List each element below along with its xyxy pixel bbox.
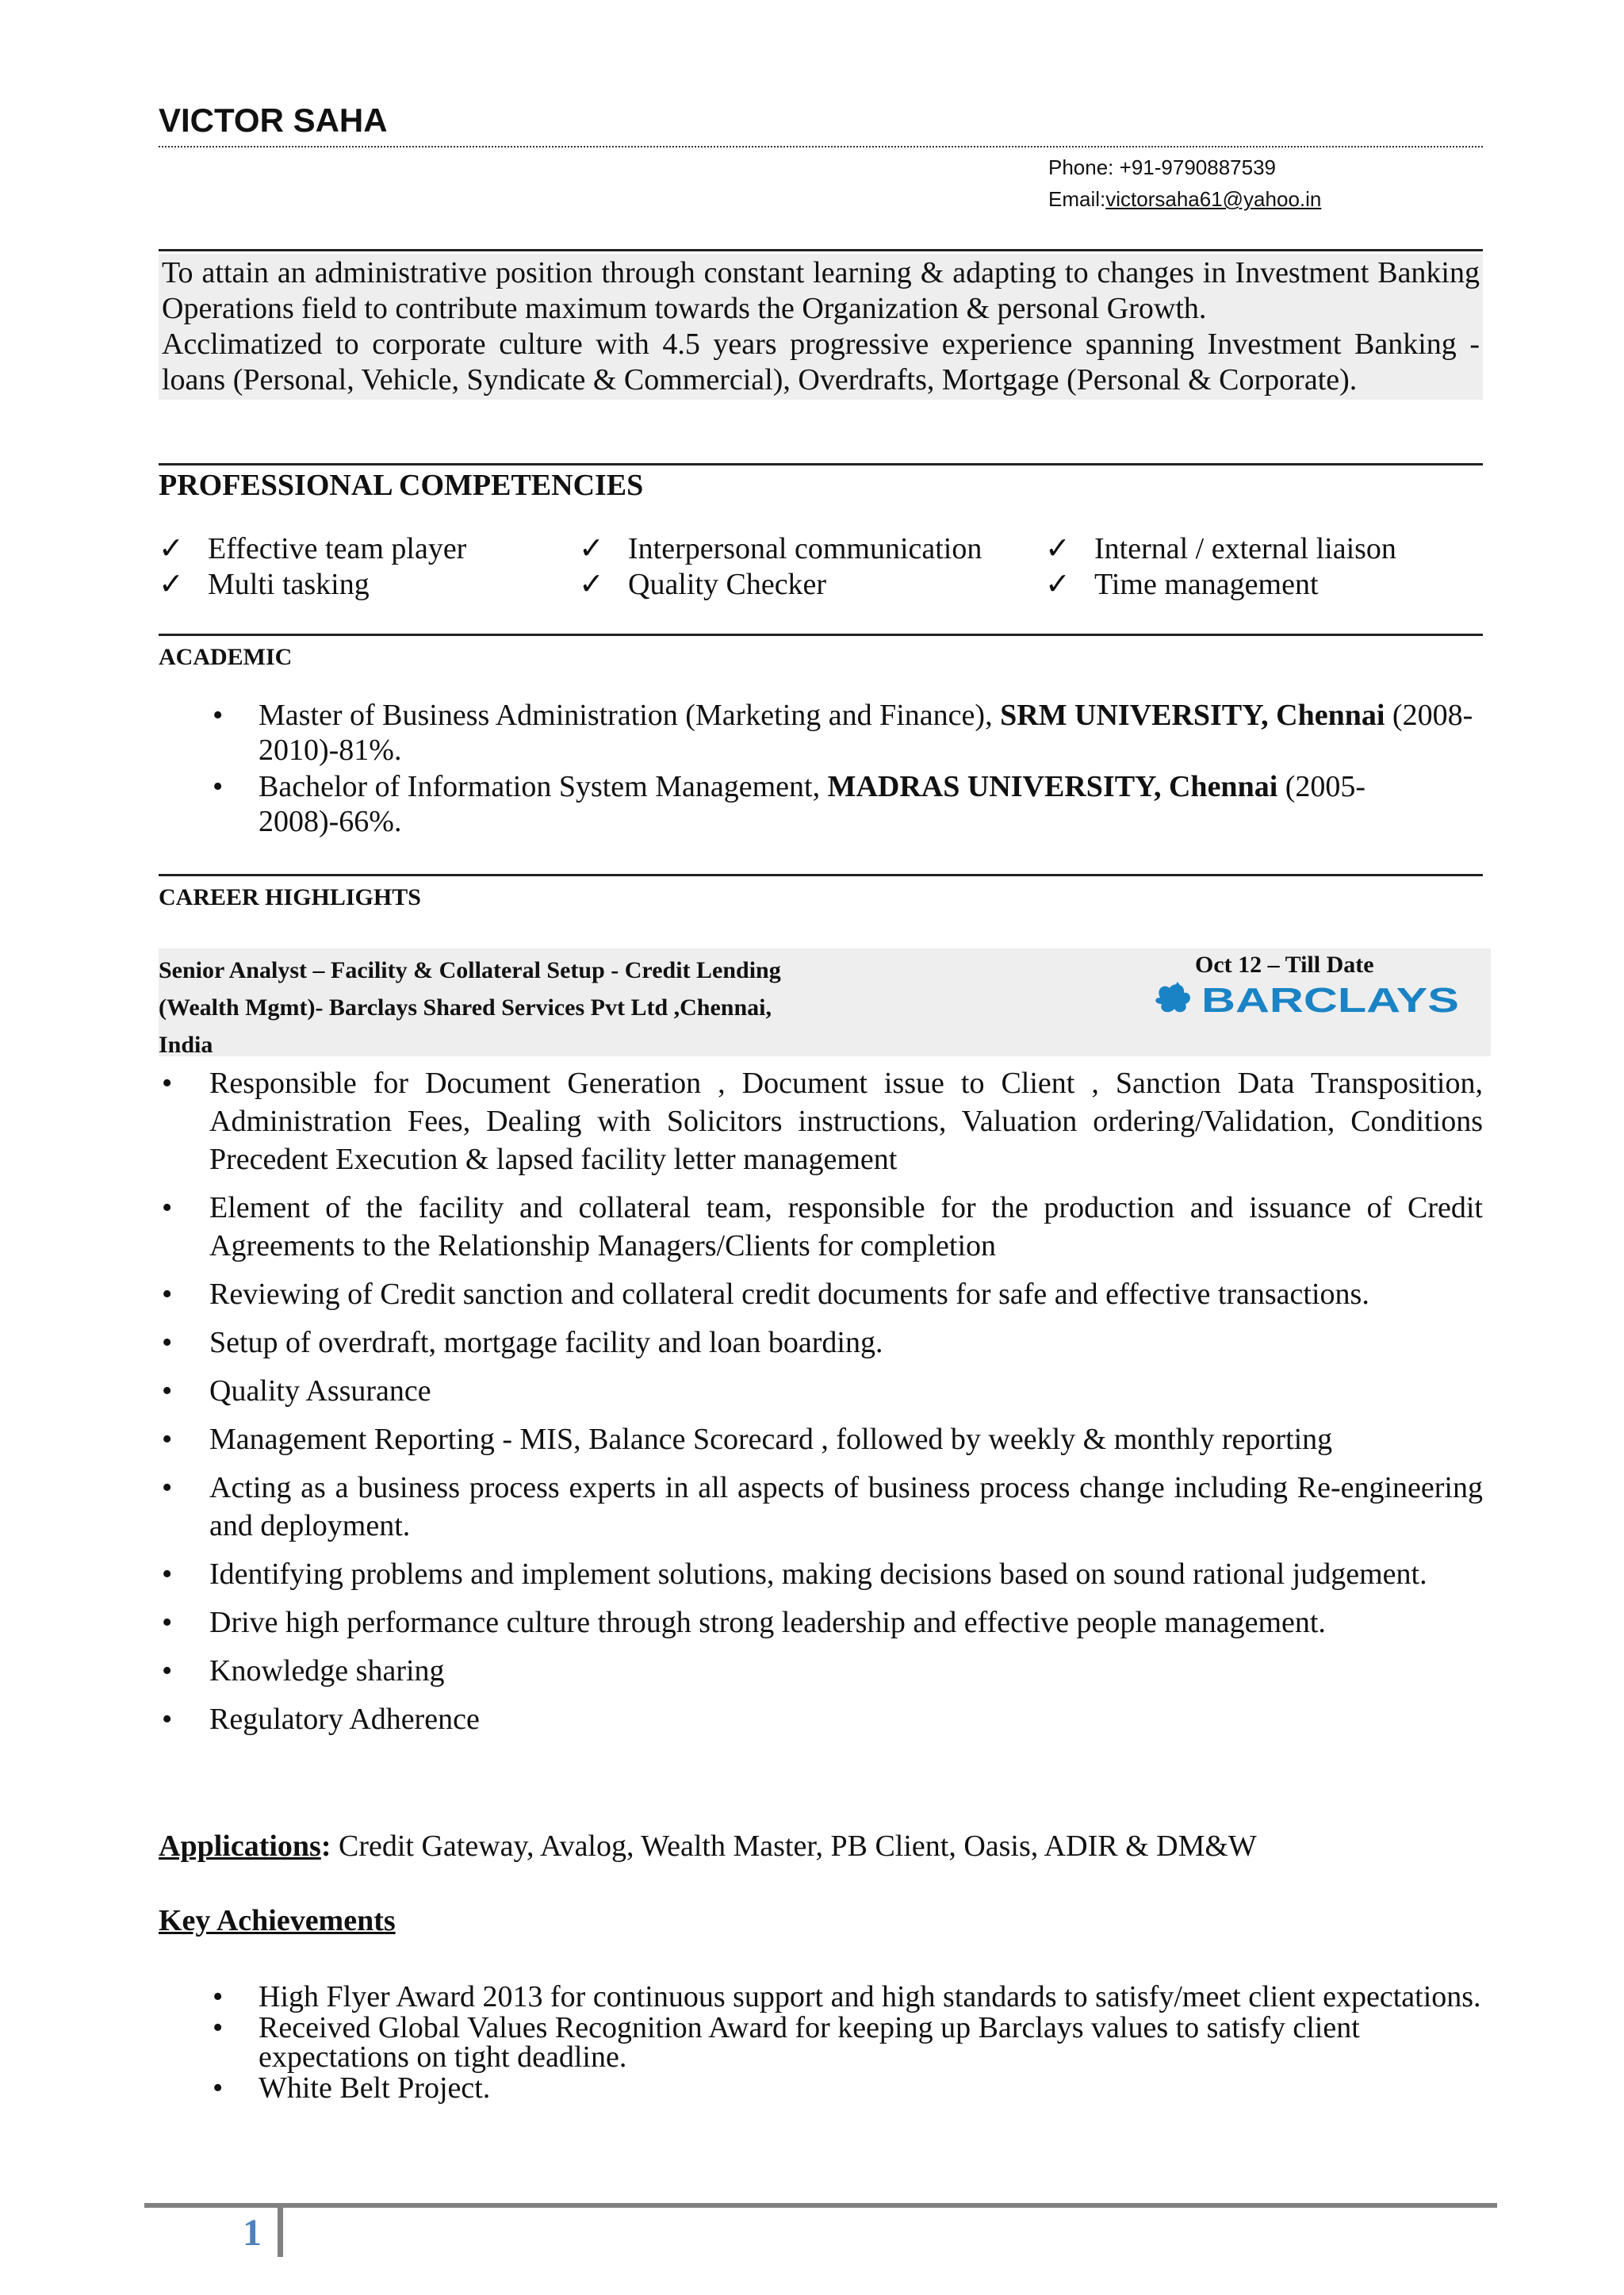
job-title: Senior Analyst – Facility & Collateral Setup - Credit Lending (Wealth Mgmt)- Barclays Shared Services Pvt Ltd ,Chennai, India	[159, 957, 781, 1058]
academic-top-rule	[159, 634, 1483, 636]
academic-list	[206, 698, 1483, 841]
achievement-item: • White Belt Project.	[206, 2074, 1483, 2103]
career-title: CAREER HIGHLIGHTS	[159, 884, 421, 910]
page-number: 1	[243, 2212, 262, 2254]
duty-item: • Regulatory Adherence	[159, 1700, 1483, 1738]
applications-text: Credit Gateway, Avalog, Wealth Master, PB Client, Oasis, ADIR & DM&W	[338, 1829, 1257, 1863]
duty-item: • Management Reporting - MIS, Balance Scorecard , followed by weekly & monthly reporting	[159, 1420, 1483, 1458]
applications-line: Applications: Credit Gateway, Avalog, Wealth Master, PB Client, Oasis, ADIR & DM&W	[159, 1829, 1257, 1863]
applications-label: Applications	[159, 1829, 321, 1863]
competency-item: ✓ Interpersonal communication	[579, 532, 982, 565]
academic-item: • Bachelor of Information System Management, MADRAS UNIVERSITY, Chennai (2005-2008)-66%.	[206, 769, 1483, 839]
competency-item: ✓ Multi tasking	[159, 568, 370, 601]
phone-label: Phone:	[1048, 155, 1114, 179]
achievements-list	[206, 1980, 1483, 2105]
achievements-title: Key Achievements	[159, 1904, 396, 1937]
candidate-name: VICTOR SAHA	[159, 102, 388, 139]
duty-item: • Setup of overdraft, mortgage facility and loan boarding.	[159, 1324, 1483, 1362]
check-icon: ✓	[159, 532, 184, 565]
duty-item: • Element of the facility and collateral team, responsible for the production and issuance of Credit Agreements to the Relationship Managers/Clients for completion	[159, 1189, 1483, 1265]
duty-item: • Responsible for Document Generation , Document issue to Client , Sanction Data Transposition, Administration Fees, Dealing with Solicitors instructions, Valuation ordering/Validation, Conditions Precedent Execution & lapsed facility letter management	[159, 1064, 1483, 1178]
email-link[interactable]: victorsaha61@yahoo.in	[1105, 187, 1322, 211]
barclays-logo-text: BARCLAYS	[1201, 981, 1459, 1017]
email-line	[1048, 187, 1321, 212]
check-icon: ✓	[1045, 568, 1071, 601]
competency-item: ✓ Internal / external liaison	[1045, 532, 1396, 565]
check-icon: ✓	[579, 568, 604, 601]
competency-item: ✓ Time management	[1045, 568, 1319, 601]
academic-title: ACADEMIC	[159, 644, 293, 670]
phone-line	[1048, 155, 1276, 180]
objective-box	[159, 254, 1483, 400]
name-divider	[159, 146, 1483, 148]
barclays-logo	[1154, 980, 1461, 1017]
duties-list	[159, 1064, 1483, 1749]
competencies-title: PROFESSIONAL COMPETENCIES	[159, 469, 644, 502]
achievement-item: • High Flyer Award 2013 for continuous support and high standards to satisfy/meet client expectations.	[206, 1983, 1483, 2012]
check-icon: ✓	[159, 568, 184, 601]
duty-item: • Knowledge sharing	[159, 1652, 1483, 1690]
achievement-item: • Received Global Values Recognition Award for keeping up Barclays values to satisfy client expectations on tight deadline.	[206, 2013, 1483, 2072]
objective-paragraph: To attain an administrative position through constant learning & adapting to changes in Investment Banking Operations field to contribute maximum towards the Organization & personal Growth.	[162, 256, 1480, 325]
footer-bar	[278, 2205, 283, 2257]
duty-item: • Identifying problems and implement solutions, making decisions based on sound rational judgement.	[159, 1555, 1483, 1593]
competency-item: ✓ Effective team player	[159, 532, 467, 565]
duty-item: • Drive high performance culture through strong leadership and effective people management.	[159, 1603, 1483, 1642]
duty-item: • Quality Assurance	[159, 1372, 1483, 1410]
academic-item: • Master of Business Administration (Marketing and Finance), SRM UNIVERSITY, Chennai (2008-2010)-81%.	[206, 698, 1483, 768]
phone-number: +91-9790887539	[1119, 155, 1277, 179]
email-label: Email:	[1048, 187, 1106, 211]
summary-paragraph: Acclimatized to corporate culture with 4.5 years progressive experience spanning Investment Banking - loans (Personal, Vehicle, Syndicate & Commercial), Overdrafts, Mortgage (Personal & Corporate).	[162, 328, 1480, 397]
job-date: Oct 12 – Till Date	[1195, 952, 1374, 978]
competency-item: ✓ Quality Checker	[579, 568, 827, 601]
check-icon: ✓	[579, 532, 604, 565]
competencies-top-rule	[159, 463, 1483, 466]
duty-item: • Reviewing of Credit sanction and collateral credit documents for safe and effective transactions.	[159, 1275, 1483, 1313]
check-icon: ✓	[1045, 532, 1071, 565]
objective-top-rule	[159, 249, 1483, 251]
footer-rule	[144, 2203, 1497, 2208]
duty-item: • Acting as a business process experts in all aspects of business process change including Re-engineering and deployment.	[159, 1469, 1483, 1545]
career-top-rule	[159, 874, 1483, 876]
